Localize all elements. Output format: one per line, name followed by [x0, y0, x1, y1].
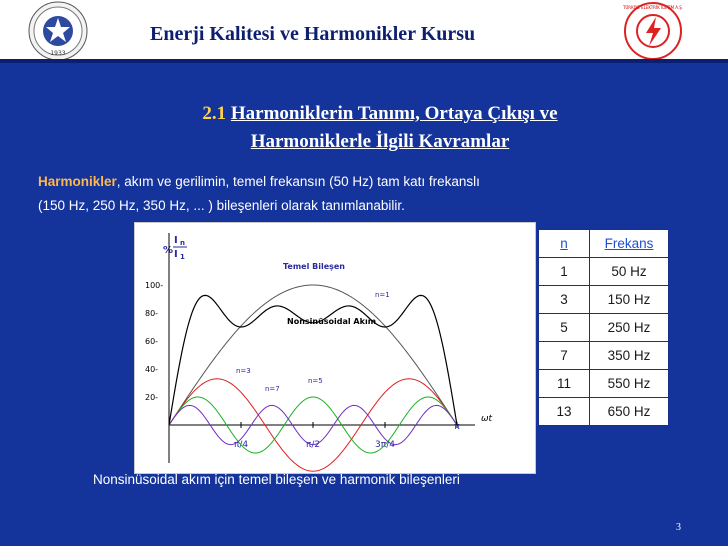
fundamental-label: Temel Bileşen: [283, 262, 345, 271]
table-cell-frequency: 150 Hz: [590, 286, 669, 314]
section-heading-line1: [120, 100, 640, 128]
logo-arc-text: TÜRKİYE ELEKTRİK İLETİM A.Ş.: [622, 5, 684, 10]
fundamental-curve: [169, 285, 457, 425]
n1-label: n=1: [375, 291, 390, 299]
intro-paragraph: [38, 170, 718, 218]
table-header-n: n: [539, 230, 590, 258]
figure-caption: Nonsinüsoidal akım için temel bileşen ve harmonik bileşenleri: [93, 472, 460, 487]
y-percent-label: %: [163, 245, 174, 256]
table-cell-n: 13: [539, 398, 590, 426]
y-ratio-bottom-sub: 1: [180, 253, 185, 261]
y-tick-label: 60-: [145, 337, 159, 346]
section-title-line2: Harmoniklerle İlgili Kavramlar: [250, 131, 510, 152]
table-cell-frequency: 350 Hz: [590, 342, 669, 370]
intro-line1: , akım ve gerilimin, temel frekansın (50 Hz) tam katı frekanslı: [116, 174, 480, 189]
table-row: [539, 258, 669, 286]
n5-label: n=5: [308, 377, 323, 385]
table-header-frekans: Frekans: [590, 230, 669, 258]
table-cell-n: 3: [539, 286, 590, 314]
x-axis-label: ωt: [481, 414, 493, 424]
table-row: [539, 314, 669, 342]
intro-line2: (150 Hz, 250 Hz, 350 Hz, ... ) bileşenleri olarak tanımlanabilir.: [38, 198, 405, 213]
table-cell-frequency: 50 Hz: [590, 258, 669, 286]
seal-year: 1933: [50, 50, 66, 57]
y-tick-label: 100-: [145, 281, 164, 290]
section-title-line1: Harmoniklerin Tanımı, Ortaya Çıkışı ve: [230, 103, 558, 124]
table-cell-n: 5: [539, 314, 590, 342]
n3-label: n=3: [236, 367, 251, 375]
table-cell-frequency: 250 Hz: [590, 314, 669, 342]
table-cell-frequency: 550 Hz: [590, 370, 669, 398]
y-ratio-bottom: I: [174, 249, 178, 260]
table-row: [539, 342, 669, 370]
x-tick-label: π: [454, 422, 460, 432]
waveform-plot: [135, 223, 535, 473]
table-header-row: [539, 230, 669, 258]
harmonic-waveform-figure: [134, 222, 536, 474]
section-number: 2.1: [202, 103, 227, 124]
y-tick-label: 20-: [145, 393, 159, 402]
table-row: [539, 398, 669, 426]
y-tick-label: 80-: [145, 309, 159, 318]
table-row: [539, 370, 669, 398]
x-tick-label: π/2: [305, 440, 321, 450]
page-title: Enerji Kalitesi ve Harmonikler Kursu: [150, 23, 476, 45]
university-seal-logo: [28, 1, 88, 61]
table-cell-n: 1: [539, 258, 590, 286]
x-tick-label: π/4: [233, 440, 249, 450]
x-tick-label: 3π/4: [375, 440, 395, 450]
intro-keyword: Harmonikler: [38, 174, 117, 189]
turk-telekom-logo: [614, 1, 692, 61]
harmonic-frequency-table: [538, 229, 669, 426]
y-tick-labels: [145, 281, 163, 402]
page-number: 3: [676, 522, 681, 533]
table-cell-frequency: 650 Hz: [590, 398, 669, 426]
y-ratio-top: I: [174, 235, 178, 246]
table-cell-n: 7: [539, 342, 590, 370]
table-cell-n: 11: [539, 370, 590, 398]
y-tick-label: 40-: [145, 365, 159, 374]
table-row: [539, 286, 669, 314]
n7-label: n=7: [265, 385, 280, 393]
y-ratio-top-sub: n: [180, 239, 185, 247]
nonsinusoidal-label: Nonsinüsoidal Akım: [287, 317, 377, 326]
section-heading: [120, 100, 640, 156]
header-bar: [0, 0, 728, 62]
header-divider: [0, 59, 728, 63]
